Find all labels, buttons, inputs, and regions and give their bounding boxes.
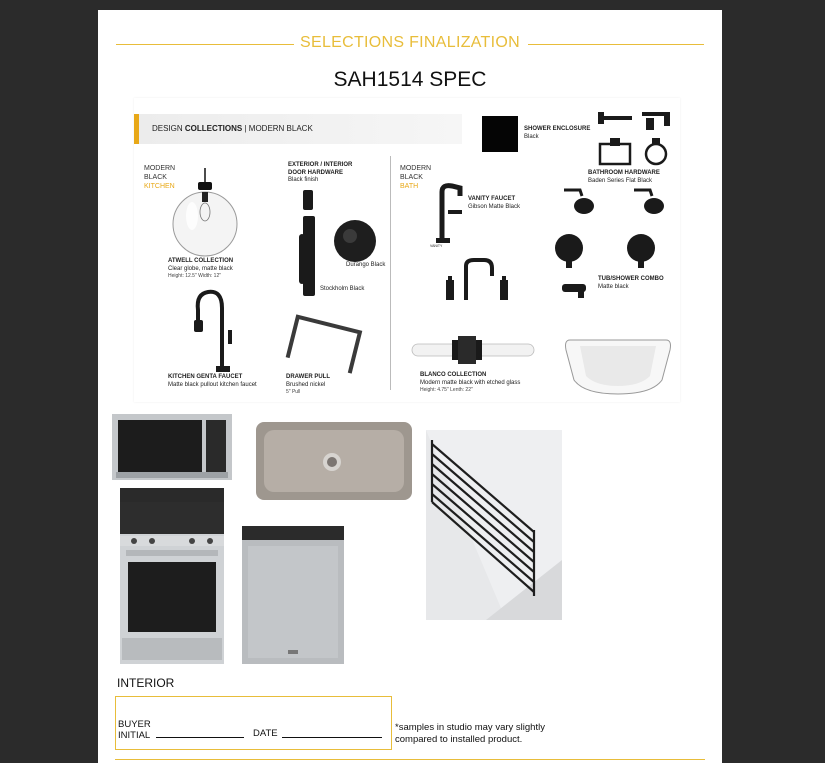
kitchen-category-label: MODERN BLACK KITCHEN [144,165,176,190]
microwave-image [112,414,232,480]
door-handleset-icon [298,190,320,300]
interior-section-label: INTERIOR [117,676,175,690]
dishwasher-image [242,526,344,664]
bathroom-hardware-icon [598,108,678,170]
bath-category-label: MODERN BLACK BATH [400,165,432,190]
stair-railing-image [426,430,562,620]
vanity-tiny-label: VANITY [430,244,443,248]
undermount-sink-icon [562,336,674,398]
drawer-pull-icon [288,316,362,372]
collection-heading: DESIGN COLLECTIONS | MODERN BLACK [152,124,313,133]
collection-banner [134,114,462,144]
stockholm-label: Stockholm Black [320,286,365,292]
blanco-label: BLANCO COLLECTION Modern matte black with etched glass Height: 4.75" Lenth: 22" [420,372,521,393]
spec-title: SAH1514 SPEC [333,68,487,91]
globe-pendant-icon [170,168,240,258]
banner-accent-bar [134,114,139,144]
buyer-initial-label: BUYER INITIAL [118,719,151,741]
widespread-faucet-icon [444,258,514,302]
date-line[interactable] [282,737,382,738]
shower-valve-icon [554,232,584,270]
door-hardware-label: EXTERIOR / INTERIOR DOOR HARDWARE Black finish [288,162,353,183]
gas-range-image [120,488,224,664]
header-rule-right [528,44,704,45]
section-title: SELECTIONS FINALIZATION [300,34,520,51]
buyer-initial-line[interactable] [156,737,244,738]
vanity-light-bar-icon [412,336,536,366]
samples-disclaimer: *samples in studio may vary slightly compared to installed product. [395,722,545,745]
date-label: DATE [253,728,278,739]
door-knob-icon [332,218,378,264]
board-divider [390,156,391,390]
spec-sheet-page [98,10,722,763]
tub-spout-icon [562,282,592,302]
design-collection-board [134,98,680,402]
footer-rule [115,759,705,760]
shower-head-icon [632,186,668,220]
drawer-pull-label: DRAWER PULL Brushed nickel 5" Pull [286,374,330,395]
bathroom-hardware-label: BATHROOM HARDWARE Baden Series Flat Black [588,170,660,184]
vanity-faucet-label: VANITY FAUCET Gibson Matte Black [468,196,521,210]
kitchen-faucet-icon [192,286,242,374]
tub-shower-label: TUB/SHOWER COMBO Matte black [598,276,664,290]
shower-head-icon [562,186,598,220]
atwell-label: ATWELL COLLECTION Clear globe, matte black Height: 12.5" Width: 12" [168,258,234,279]
shower-valve-icon [626,232,656,270]
shower-enclosure-swatch [482,116,518,152]
shower-enclosure-label: SHOWER ENCLOSURE Black [524,126,591,140]
durango-label: Durango Black [346,262,386,268]
vanity-faucet-icon [430,182,470,244]
kitchen-faucet-label: KITCHEN GENTA FAUCET Matte black pullout kitchen faucet [168,374,257,388]
composite-sink-image [256,422,412,500]
buyer-initial-box [115,696,392,750]
